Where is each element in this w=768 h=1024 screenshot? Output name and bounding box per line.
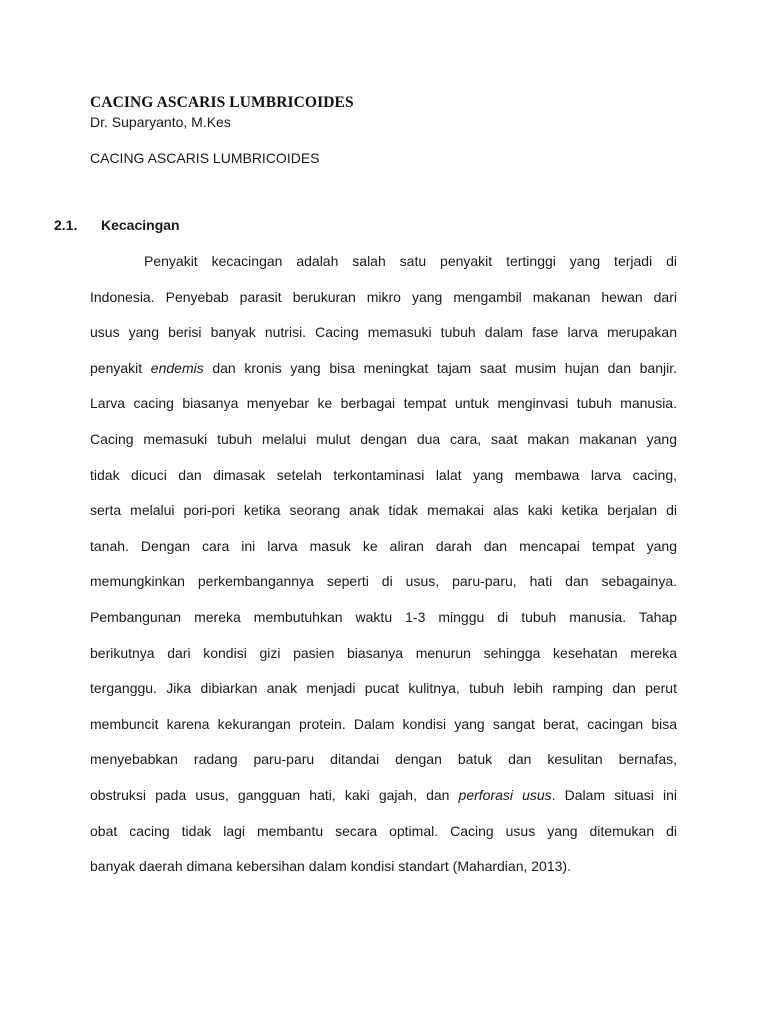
line-text: tanah. Dengan cara ini larva masuk ke aliran darah dan mencapai tempat yang xyxy=(90,537,677,554)
line-text: obat cacing tidak lagi membantu secara optimal. Cacing usus yang ditemukan di xyxy=(90,822,677,839)
paragraph-line xyxy=(90,858,677,894)
line-text: penyakit xyxy=(90,359,151,376)
paragraph-line xyxy=(90,680,677,716)
paragraph-line xyxy=(90,716,677,752)
author-name: Dr. Suparyanto, M.Kes xyxy=(90,114,231,130)
paragraph-line xyxy=(90,751,677,787)
line-text: Larva cacing biasanya menyebar ke berbagai tempat untuk menginvasi tubuh manusia. xyxy=(90,395,677,412)
paragraph-line xyxy=(90,431,677,467)
paragraph-line xyxy=(90,395,677,431)
section-heading-text: Kecacingan xyxy=(101,217,180,233)
paragraph-line xyxy=(90,324,677,360)
paragraph-line xyxy=(90,360,677,396)
line-text: . Dalam situasi ini xyxy=(551,786,677,803)
paragraph-line xyxy=(90,787,677,823)
paragraph-line xyxy=(90,538,677,574)
paragraph-line xyxy=(90,573,677,609)
line-text: berikutnya dari kondisi gizi pasien biasanya menurun sehingga kesehatan mereka xyxy=(90,644,677,661)
line-text: membuncit karena kekurangan protein. Dalam kondisi yang sangat berat, cacingan bisa xyxy=(90,715,677,732)
line-text: dan kronis yang bisa meningkat tajam saat musim hujan dan banjir. xyxy=(203,359,677,376)
section-heading xyxy=(54,217,180,233)
line-text: serta melalui pori-pori ketika seorang anak tidak memakai alas kaki ketika berjalan di xyxy=(90,502,677,519)
document-subtitle: CACING ASCARIS LUMBRICOIDES xyxy=(90,150,320,166)
line-text: Cacing memasuki tubuh melalui mulut dengan dua cara, saat makan makanan yang xyxy=(90,430,677,447)
paragraph-line xyxy=(90,289,677,325)
line-text: Indonesia. Penyebab parasit berukuran mikro yang mengambil makanan hewan dari xyxy=(90,288,677,305)
line-text: usus yang berisi banyak nutrisi. Cacing memasuki tubuh dalam fase larva merupakan xyxy=(90,324,677,341)
line-text: terganggu. Jika dibiarkan anak menjadi pucat kulitnya, tubuh lebih ramping dan perut xyxy=(90,680,677,697)
section-number: 2.1. xyxy=(54,217,78,233)
paragraph-line xyxy=(90,253,677,289)
line-text: obstruksi pada usus, gangguan hati, kaki gajah, dan xyxy=(90,786,459,803)
document-title: CACING ASCARIS LUMBRICOIDES xyxy=(90,94,354,111)
body-paragraph xyxy=(90,253,677,894)
line-text: memungkinkan perkembangannya seperti di usus, paru-paru, hati dan sebagainya. xyxy=(90,573,677,590)
paragraph-line xyxy=(90,467,677,503)
line-text: menyebabkan radang paru-paru ditandai dengan batuk dan kesulitan bernafas, xyxy=(90,751,677,768)
line-text: tidak dicuci dan dimasak setelah terkontaminasi lalat yang membawa larva cacing, xyxy=(90,466,677,483)
paragraph-line xyxy=(90,609,677,645)
paragraph-line xyxy=(90,645,677,681)
line-text: Pembangunan mereka membutuhkan waktu 1-3 minggu di tubuh manusia. Tahap xyxy=(90,608,677,625)
paragraph-line xyxy=(90,823,677,859)
italic-term: endemis xyxy=(150,359,204,376)
italic-term: perforasi usus xyxy=(458,786,552,803)
line-text: Penyakit kecacingan adalah salah satu penyakit tertinggi yang terjadi di xyxy=(144,253,677,269)
line-text: banyak daerah dimana kebersihan dalam kondisi standart (Mahardian, 2013). xyxy=(90,858,571,875)
paragraph-line xyxy=(90,502,677,538)
